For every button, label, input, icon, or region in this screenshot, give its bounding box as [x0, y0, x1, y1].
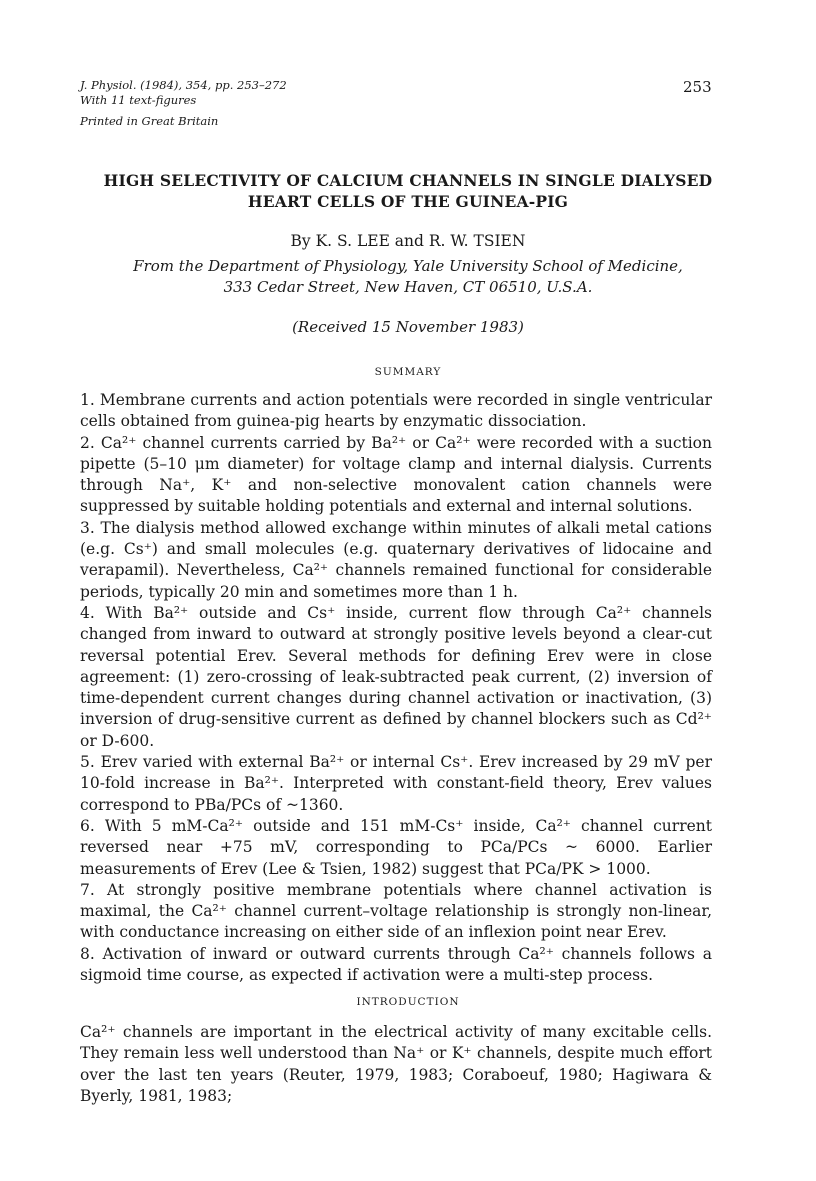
summary-item: 6. With 5 mM-Ca²⁺ outside and 151 mM-Cs⁺ inside, Ca²⁺ channel current reversed near +75 mV, corresponding to PCa/PCs ~ 6000. Earlier measurements of Erev (Lee & Tsien, 1982) suggest that PCa/PK > 1000.	[80, 816, 712, 878]
summary-heading: SUMMARY	[374, 366, 442, 378]
summary-item: 7. At strongly positive membrane potentials where channel activation is maximal, the Ca²⁺ channel current–voltage relationship is strongly non-linear, with conductance increasing on either side of an inflexion point near Erev.	[80, 880, 712, 942]
summary-item: 2. Ca²⁺ channel currents carried by Ba²⁺ or Ca²⁺ were recorded with a suction pipette (5–10 μm diameter) for voltage clamp and internal dialysis. Currents through Na⁺, K⁺ and non-selective monovalent cation channels were suppressed by suitable holding potentials and external and internal solutions.	[80, 433, 712, 516]
affiliation	[0, 256, 816, 298]
title-line-2: HEART CELLS OF THE GUINEA-PIG	[247, 192, 569, 211]
introduction-heading: INTRODUCTION	[356, 996, 460, 1008]
received-date: (Received 15 November 1983)	[292, 318, 524, 336]
title-line-1: HIGH SELECTIVITY OF CALCIUM CHANNELS IN SINGLE DIALYSED	[103, 171, 713, 190]
citation: J. Physiol. (1984), 354, pp. 253–272	[80, 78, 287, 92]
figure-count: With 11 text-figures	[80, 93, 197, 107]
article-title	[0, 170, 816, 212]
summary-item: 8. Activation of inward or outward currents through Ca²⁺ channels follows a sigmoid time course, as expected if activation were a multi-step process.	[80, 944, 712, 985]
printed-note: Printed in Great Britain	[80, 114, 219, 128]
affiliation-line-2: 333 Cedar Street, New Haven, CT 06510, U.S.A.	[223, 278, 593, 296]
summary-item: 5. Erev varied with external Ba²⁺ or internal Cs⁺. Erev increased by 29 mV per 10-fold increase in Ba²⁺. Interpreted with constant-field theory, Erev values correspond to PBa/PCs of ~1360.	[80, 753, 712, 814]
summary-section	[80, 390, 712, 986]
affiliation-line-1: From the Department of Physiology, Yale University School of Medicine,	[133, 257, 683, 275]
citation-header	[80, 78, 287, 129]
page-number: 253	[683, 78, 712, 96]
authors: By K. S. LEE and R. W. TSIEN	[290, 232, 526, 250]
summary-item: 1. Membrane currents and action potentials were recorded in single ventricular cells obtained from guinea-pig hearts by enzymatic dissociation.	[80, 391, 712, 431]
summary-item: 3. The dialysis method allowed exchange within minutes of alkali metal cations (e.g. Cs⁺) and small molecules (e.g. quaternary derivatives of lidocaine and verapamil). Nevertheless, Ca²⁺ channels remained functional for considerable periods, typically 20 min and sometimes more than 1 h.	[80, 518, 712, 601]
summary-item: 4. With Ba²⁺ outside and Cs⁺ inside, current flow through Ca²⁺ channels changed from inward to outward at strongly positive levels beyond a clear-cut reversal potential Erev. Several methods for defining Erev were in close agreement: (1) zero-crossing of leak-subtracted peak current, (2) inversion of time-dependent current changes during channel activation or inactivation, (3) inversion of drug-sensitive current as defined by channel blockers such as Cd²⁺ or D-600.	[80, 603, 712, 750]
introduction-text: Ca²⁺ channels are important in the electrical activity of many excitable cells. They remain less well understood than Na⁺ or K⁺ channels, despite much effort over the last ten years (Reuter, 1979, 1983; Coraboeuf, 1980; Hagiwara & Byerly, 1981, 1983;	[80, 1023, 712, 1105]
